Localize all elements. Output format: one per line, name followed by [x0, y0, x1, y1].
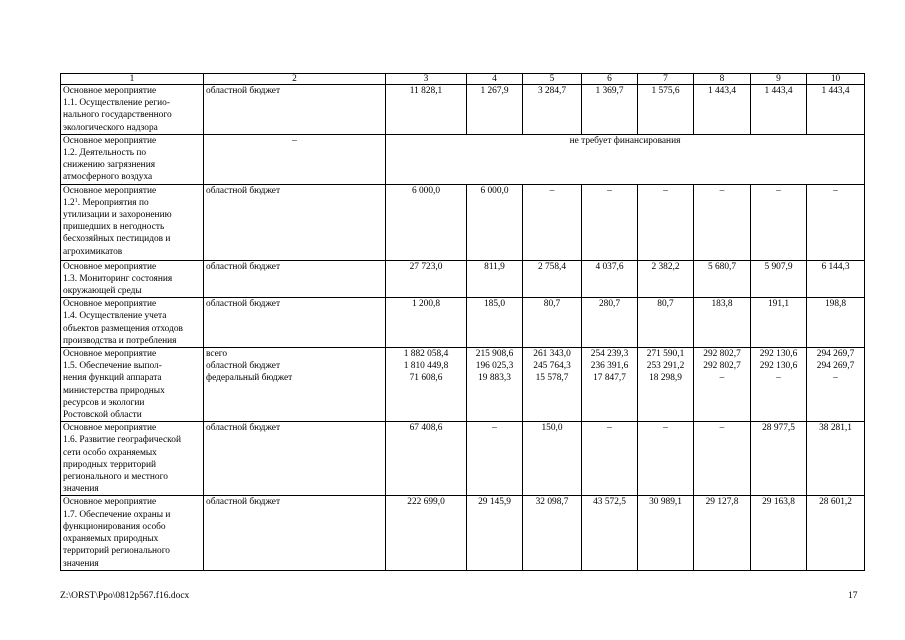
funding-source: областной бюджет [206, 497, 281, 508]
value: 1 369,7 [595, 86, 624, 96]
value-cell [694, 184, 751, 260]
value-cell [694, 348, 751, 422]
activity-line: пришедших в негодность [63, 222, 165, 233]
value: 2 758,4 [537, 261, 567, 272]
column-number-header: 8 [694, 74, 751, 85]
column-number-header: 2 [204, 74, 386, 85]
column-number-header: 7 [638, 74, 694, 85]
funding-source-cell [204, 184, 386, 260]
activity-line: агрохимикатов [63, 246, 123, 257]
value: 11 828,1 [409, 86, 443, 96]
value: 28 601,2 [819, 497, 852, 508]
funding-source: областной бюджет [206, 423, 281, 434]
activity-line: территорий регионального [63, 546, 170, 557]
activity-line: регионального и местного [63, 472, 168, 483]
value-cell [751, 184, 807, 260]
value: 271 590,1 [646, 349, 685, 360]
value: 29 127,8 [705, 497, 739, 508]
activity-line: значения [63, 484, 99, 495]
activity-line: 1.6. Развитие географической [63, 435, 181, 446]
activity-line: природных территорий [63, 459, 156, 470]
table-row [61, 298, 865, 348]
value-cell [386, 260, 467, 298]
value: – [492, 423, 497, 434]
value-cell [807, 348, 865, 422]
table-row [61, 348, 865, 422]
table-row [61, 260, 865, 298]
value-cell [694, 422, 751, 496]
value-cell [694, 496, 751, 570]
value-cell [467, 422, 523, 496]
value: 43 572,5 [593, 497, 626, 508]
value: 4 037,6 [595, 261, 624, 272]
column-number-header: 6 [582, 74, 638, 85]
funding-source-cell [204, 134, 386, 184]
header-row [61, 74, 865, 85]
value: 15 578,7 [535, 373, 569, 384]
value-cell [386, 496, 467, 570]
activity-cell [61, 348, 204, 422]
value-cell [467, 260, 523, 298]
value-cell [751, 298, 807, 348]
value-cell [582, 184, 638, 260]
value-cell [582, 496, 638, 570]
table-row [61, 496, 865, 570]
value: 6 144,3 [821, 261, 850, 272]
value: 18 298,9 [649, 373, 682, 384]
value: 80,7 [543, 299, 561, 310]
activity-cell [61, 422, 204, 496]
value-cell [751, 496, 807, 570]
value-cell [523, 422, 582, 496]
funding-source: областной бюджет [206, 86, 281, 96]
activity-line: Основное мероприятие [63, 135, 157, 146]
activity-line: 1.3. Мониторинг состояния [63, 273, 173, 284]
page-number: 17 [848, 591, 858, 601]
activity-line: объектов размещения отходов [63, 323, 183, 334]
value: 191,1 [767, 299, 790, 310]
activity-cell [61, 298, 204, 348]
funding-source: областной бюджет [206, 299, 281, 310]
value-cell [386, 184, 467, 260]
column-number-header: 5 [523, 74, 582, 85]
value: 292 130,6 [759, 349, 798, 360]
funding-source: федеральный бюджет [206, 373, 293, 384]
value-cell [582, 348, 638, 422]
value-cell [523, 496, 582, 570]
value-cell [523, 184, 582, 260]
funding-source: всего [206, 349, 228, 360]
activity-cell [61, 260, 204, 298]
funding-source-cell [204, 298, 386, 348]
value-cell [638, 496, 694, 570]
activity-line: снижению загрязнения [63, 160, 156, 171]
activity-cell [61, 496, 204, 570]
activity-line: утилизации и захоронению [63, 210, 172, 221]
value: 236 391,6 [590, 361, 629, 372]
column-number-header: 4 [467, 74, 523, 85]
funding-source-cell [204, 260, 386, 298]
value: 183,8 [711, 299, 733, 310]
value: 261 343,0 [533, 349, 571, 360]
value: – [549, 185, 555, 196]
value: 1 575,6 [651, 86, 680, 96]
value: 1 200,8 [411, 299, 441, 310]
activity-line: бесхозяйных пестицидов и [63, 234, 171, 245]
value: 27 723,0 [409, 261, 443, 272]
value: 71 608,6 [409, 373, 443, 384]
funding-source: – [292, 135, 297, 146]
value: 6 000,0 [480, 185, 509, 196]
value-cell [467, 184, 523, 260]
value: – [719, 373, 725, 384]
column-number-header: 3 [386, 74, 467, 85]
value-cell [751, 85, 807, 135]
activity-line: Основное мероприятие [63, 423, 157, 434]
activity-text: . Мероприятия по [77, 197, 149, 208]
activity-line: Основное мероприятие [63, 261, 157, 272]
value: – [719, 185, 725, 196]
value-cell [694, 260, 751, 298]
table-row [61, 422, 865, 496]
value: 32 098,7 [535, 497, 569, 508]
value: 29 163,8 [762, 497, 795, 508]
value-cell [523, 348, 582, 422]
value-cell [582, 422, 638, 496]
value: 292 802,7 [703, 361, 741, 372]
value: 17 847,7 [593, 373, 626, 384]
value-cell [751, 422, 807, 496]
value-cell [807, 422, 865, 496]
activity-number: 1.2 [63, 197, 75, 208]
column-number-header: 10 [807, 74, 865, 85]
value: 280,7 [598, 299, 621, 310]
value-cell [807, 184, 865, 260]
value-cell [582, 85, 638, 135]
value: – [663, 423, 668, 434]
value: – [776, 185, 781, 196]
column-number-header: 1 [61, 74, 204, 85]
value-cell [807, 496, 865, 570]
value: 80,7 [657, 299, 674, 310]
value: – [833, 185, 838, 196]
value-cell [638, 298, 694, 348]
value: 5 680,7 [707, 261, 737, 272]
value: – [663, 185, 668, 196]
activity-line: Основное мероприятие [63, 299, 157, 310]
value: – [833, 373, 838, 384]
activity-line: экологического надзора [63, 122, 158, 133]
value-cell [694, 298, 751, 348]
value-cell [467, 348, 523, 422]
activity-line: 1.2. Деятельность по [63, 148, 147, 159]
activity-line: сети особо охраняемых [63, 447, 157, 458]
value: 150,0 [541, 423, 563, 434]
value-cell [751, 260, 807, 298]
value: 1 267,9 [480, 86, 509, 96]
value: 29 145,9 [478, 497, 511, 508]
value-cell [807, 260, 865, 298]
activity-line: Основное мероприятие [63, 185, 157, 196]
activity-line: охраняемых природных [63, 534, 159, 545]
value-cell [807, 85, 865, 135]
value: 67 408,6 [409, 423, 443, 434]
activity-line: Основное мероприятие [63, 497, 157, 508]
activity-line: нения функций аппарата [63, 373, 162, 384]
value: 6 000,0 [411, 185, 441, 196]
value: 245 764,3 [533, 361, 571, 372]
funding-source: областной бюджет [206, 185, 281, 196]
activity-line: Основное мероприятие [63, 349, 157, 360]
value: 38 281,1 [819, 423, 852, 434]
activity-line: нального государственного [63, 110, 172, 121]
value: 294 269,7 [816, 361, 855, 372]
value: – [719, 423, 725, 434]
activity-line [63, 197, 201, 209]
value-cell [386, 348, 467, 422]
value: 19 883,3 [478, 373, 511, 384]
activity-cell [61, 85, 204, 135]
value-cell [523, 260, 582, 298]
funding-source: областной бюджет [206, 261, 281, 272]
value: 1 443,4 [707, 86, 737, 96]
funding-source: областной бюджет [206, 361, 281, 372]
table-row [61, 85, 865, 135]
table-row [61, 184, 865, 260]
value: 1 882 058,4 [403, 349, 449, 360]
funding-source-cell [204, 496, 386, 570]
value: 254 239,3 [590, 349, 629, 360]
activity-cell [61, 184, 204, 260]
funding-source-cell [204, 348, 386, 422]
value: 196 025,3 [475, 361, 514, 372]
activity-line: ресурсов и экологии [63, 397, 145, 408]
finance-table [60, 73, 865, 571]
value: 1 443,4 [764, 86, 793, 96]
value-cell [467, 496, 523, 570]
value: 3 284,7 [537, 86, 567, 96]
activity-superscript: 1 [74, 197, 78, 204]
value: 292 130,6 [759, 361, 798, 372]
value: 811,9 [484, 261, 505, 272]
activity-line: 1.4. Осуществление учета [63, 311, 167, 322]
activity-line: Ростовской области [63, 410, 142, 421]
value: 198,8 [824, 299, 847, 310]
activity-line: 1.5. Обеспечение выпол- [63, 361, 162, 372]
value-cell [582, 260, 638, 298]
table-row [61, 134, 865, 184]
activity-line: окружающей среды [63, 286, 142, 297]
value-cell [467, 85, 523, 135]
activity-cell [61, 134, 204, 184]
value-cell [638, 422, 694, 496]
value: 215 908,6 [475, 349, 514, 360]
value: 1 810 449,8 [403, 361, 449, 372]
value-cell [386, 422, 467, 496]
value-cell [523, 298, 582, 348]
value: 5 907,9 [764, 261, 793, 272]
value-cell [638, 260, 694, 298]
value-cell [386, 298, 467, 348]
value-cell [751, 348, 807, 422]
value-cell [638, 184, 694, 260]
value-cell [694, 85, 751, 135]
funding-source-cell [204, 422, 386, 496]
value: 185,0 [483, 299, 506, 310]
value-cell [523, 85, 582, 135]
financing-note: не требует финансирования [386, 134, 865, 184]
value-cell [807, 298, 865, 348]
activity-line: 1.7. Обеспечение охраны и [63, 509, 171, 520]
value: 30 989,1 [649, 497, 682, 508]
activity-line: атмосферного воздуха [63, 172, 153, 183]
value: 28 977,5 [762, 423, 795, 434]
value-cell [386, 85, 467, 135]
value: 292 802,7 [703, 349, 741, 360]
value: – [776, 373, 781, 384]
document-path: Z:\ORST\Ppo\0812p567.f16.docx [60, 591, 190, 601]
activity-line: Основное мероприятие [63, 86, 157, 96]
column-number-header: 9 [751, 74, 807, 85]
activity-line: производства и потребления [63, 335, 177, 346]
activity-line: 1.1. Осуществление регио- [63, 98, 170, 109]
value: 2 382,2 [651, 261, 680, 272]
activity-line: значения [63, 558, 99, 569]
value-cell [638, 348, 694, 422]
value: 253 291,2 [646, 361, 685, 372]
value-cell [638, 85, 694, 135]
activity-line: функционирования особо [63, 521, 166, 532]
funding-source-cell [204, 85, 386, 135]
value: – [607, 423, 612, 434]
value: – [607, 185, 612, 196]
activity-line: министерства природных [63, 385, 165, 396]
value-cell [582, 298, 638, 348]
value: 222 699,0 [407, 497, 445, 508]
value-cell [467, 298, 523, 348]
value: 1 443,4 [821, 86, 850, 96]
value: 294 269,7 [816, 349, 855, 360]
